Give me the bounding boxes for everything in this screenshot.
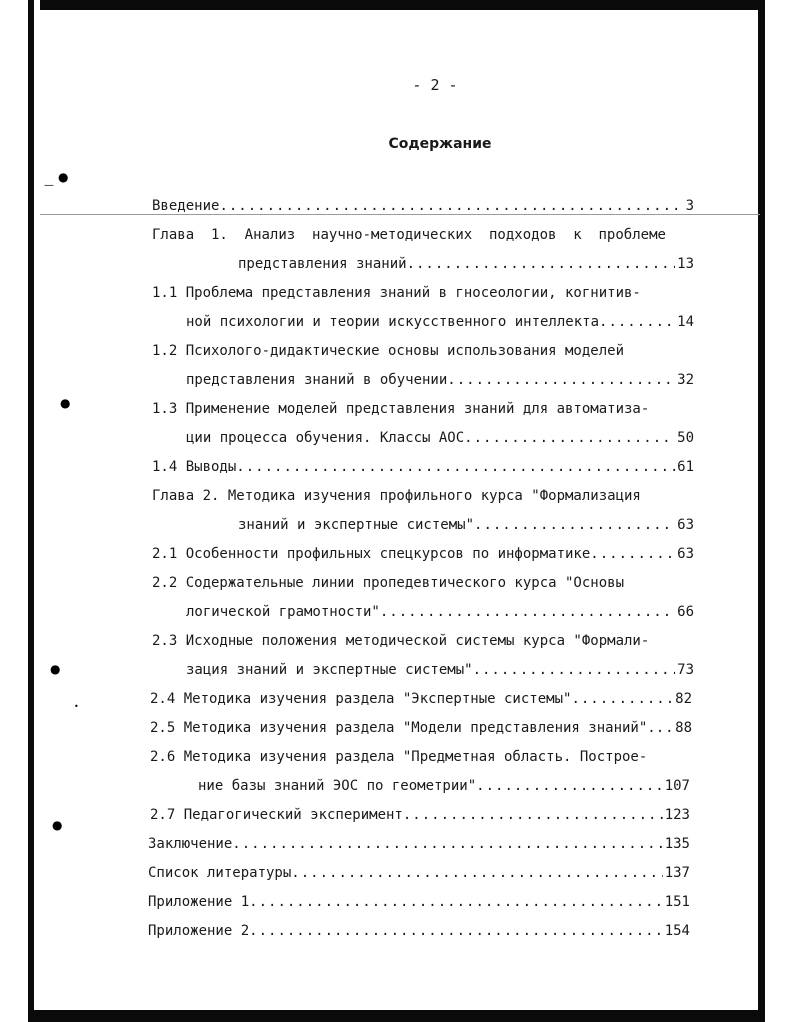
toc-page-number: 82 bbox=[675, 691, 692, 707]
toc-entry-1-2-line2[interactable] bbox=[186, 370, 694, 390]
toc-leader-dots bbox=[236, 457, 675, 477]
toc-leader-dots bbox=[476, 776, 663, 796]
toc-leader-dots bbox=[447, 370, 675, 390]
toc-page-number: 135 bbox=[664, 836, 690, 852]
toc-page-number: 107 bbox=[664, 778, 690, 794]
toc-entry-chapter1-line2[interactable] bbox=[238, 254, 694, 274]
toc-entry-label: Введение bbox=[152, 198, 220, 214]
toc-entry-2-7[interactable] bbox=[150, 805, 690, 825]
toc-entry-label: 1.4 Выводы bbox=[152, 459, 237, 475]
toc-entry-1-1-line2[interactable] bbox=[186, 312, 694, 332]
scan-dot-mark: • bbox=[74, 702, 79, 711]
toc-entry-label: 1.1 Проблема представления знаний в гносеологии, когнитив- bbox=[152, 285, 641, 301]
toc-entry-2-5[interactable] bbox=[150, 718, 692, 738]
toc-entry-literature[interactable] bbox=[148, 863, 690, 883]
toc-word: научно-методических bbox=[312, 227, 473, 243]
toc-entry-label bbox=[152, 225, 666, 245]
toc-entry-label: 2.3 Исходные положения методической системы курса "Формали- bbox=[152, 633, 650, 649]
binding-hole-mark: ● bbox=[60, 396, 71, 410]
binding-hole-mark: ● bbox=[50, 662, 61, 676]
toc-word: проблеме bbox=[598, 227, 666, 243]
toc-word: Глава bbox=[152, 227, 195, 243]
toc-leader-dots bbox=[291, 863, 662, 883]
toc-entry-conclusion[interactable] bbox=[148, 834, 690, 854]
toc-page-number: 73 bbox=[677, 662, 694, 678]
toc-page-number: 3 bbox=[685, 198, 694, 214]
toc-leader-dots bbox=[380, 602, 675, 622]
toc-page-number: 66 bbox=[677, 604, 694, 620]
toc-page-number: 63 bbox=[677, 517, 694, 533]
toc-leader-dots bbox=[407, 254, 676, 274]
toc-entry-chapter2-line1[interactable] bbox=[152, 486, 666, 506]
toc-leader-dots bbox=[249, 921, 663, 941]
toc-page-number: 137 bbox=[664, 865, 690, 881]
toc-leader-dots bbox=[474, 515, 675, 535]
toc-entry-label: Заключение bbox=[148, 836, 233, 852]
toc-entry-label: Приложение 2 bbox=[148, 923, 250, 939]
toc-entry-appendix2[interactable] bbox=[148, 921, 690, 941]
toc-page-number: 14 bbox=[677, 314, 694, 330]
toc-leader-dots bbox=[219, 196, 683, 216]
page-number: - 2 - bbox=[412, 76, 458, 94]
toc-entry-2-3-line2[interactable] bbox=[186, 660, 694, 680]
scan-dash-mark: — bbox=[44, 180, 54, 191]
toc-page-number: 154 bbox=[664, 923, 690, 939]
toc-entry-label: 2.2 Содержательные линии пропедевтического курса "Основы bbox=[152, 575, 625, 591]
toc-entry-chapter1-line1[interactable] bbox=[152, 225, 666, 245]
toc-entry-label: ние базы знаний ЭОС по геометрии" bbox=[198, 778, 477, 794]
binding-hole-mark: ● bbox=[58, 170, 69, 184]
toc-page-number: 63 bbox=[677, 546, 694, 562]
toc-entry-label: 2.6 Методика изучения раздела "Предметная область. Построе- bbox=[150, 749, 648, 765]
toc-leader-dots bbox=[403, 805, 663, 825]
toc-entry-label: Глава 2. Методика изучения профильного курса "Формализация bbox=[152, 488, 641, 504]
toc-entry-2-6-line1[interactable] bbox=[150, 747, 664, 767]
toc-page-number: 32 bbox=[677, 372, 694, 388]
toc-leader-dots bbox=[473, 660, 676, 680]
toc-entry-label: 1.3 Применение моделей представления знаний для автоматиза- bbox=[152, 401, 650, 417]
toc-entry-2-1[interactable] bbox=[152, 544, 694, 564]
toc-leader-dots bbox=[232, 834, 662, 854]
toc-entry-label: ной психологии и теории искусственного интеллекта bbox=[186, 314, 600, 330]
toc-entry-2-4[interactable] bbox=[150, 689, 692, 709]
toc-leader-dots bbox=[571, 689, 673, 709]
toc-entry-label: 2.7 Педагогический эксперимент bbox=[150, 807, 403, 823]
page-title: Содержание bbox=[388, 136, 492, 152]
toc-leader-dots bbox=[656, 718, 673, 738]
toc-page-number: 88 bbox=[675, 720, 692, 736]
toc-entry-2-6-line2[interactable] bbox=[198, 776, 690, 796]
toc-page-number: 50 bbox=[677, 430, 694, 446]
toc-entry-label: 1.2 Психолого-дидактические основы использования моделей bbox=[152, 343, 625, 359]
toc-entry-intro[interactable] bbox=[152, 196, 694, 216]
toc-entry-label: представления знаний bbox=[238, 256, 407, 272]
toc-entry-1-3-line2[interactable] bbox=[186, 428, 694, 448]
toc-entry-appendix1[interactable] bbox=[148, 892, 690, 912]
toc-entry-label: знаний и экспертные системы" bbox=[238, 517, 475, 533]
toc-word: к bbox=[573, 227, 582, 243]
toc-entry-label: ции процесса обучения. Классы АОС bbox=[186, 430, 465, 446]
toc-entry-label: 2.1 Особенности профильных спецкурсов по информатике bbox=[152, 546, 591, 562]
toc-leader-dots bbox=[249, 892, 663, 912]
toc-entry-1-3-line1[interactable] bbox=[152, 399, 666, 419]
toc-entry-1-4[interactable] bbox=[152, 457, 694, 477]
toc-page-number: 123 bbox=[664, 807, 690, 823]
toc-entry-label: 2.4 Методика изучения раздела "Экспертные системы" bbox=[150, 691, 572, 707]
toc-entry-2-2-line1[interactable] bbox=[152, 573, 666, 593]
toc-page-number: 151 bbox=[664, 894, 690, 910]
toc-entry-label: представления знаний в обучении bbox=[186, 372, 448, 388]
toc-leader-dots bbox=[590, 544, 675, 564]
toc-leader-dots bbox=[464, 428, 675, 448]
binding-hole-mark: ● bbox=[52, 818, 63, 832]
toc-entry-1-1-line1[interactable] bbox=[152, 283, 666, 303]
toc-page-number: 61 bbox=[677, 459, 694, 475]
toc-word: 1. bbox=[210, 227, 228, 243]
toc-word: Анализ bbox=[244, 227, 296, 243]
toc-page-number: 13 bbox=[677, 256, 694, 272]
toc-entry-label: зация знаний и экспертные системы" bbox=[186, 662, 473, 678]
toc-entry-label: 2.5 Методика изучения раздела "Модели представления знаний". bbox=[150, 720, 656, 736]
toc-leader-dots bbox=[599, 312, 675, 332]
toc-entry-1-2-line1[interactable] bbox=[152, 341, 666, 361]
toc-entry-2-3-line1[interactable] bbox=[152, 631, 666, 651]
toc-word: подходов bbox=[489, 227, 557, 243]
toc-entry-2-2-line2[interactable] bbox=[186, 602, 694, 622]
toc-entry-label: логической грамотности" bbox=[186, 604, 380, 620]
toc-entry-label: Приложение 1 bbox=[148, 894, 250, 910]
toc-entry-chapter2-line2[interactable] bbox=[238, 515, 694, 535]
toc-entry-label: Список литературы bbox=[148, 865, 292, 881]
